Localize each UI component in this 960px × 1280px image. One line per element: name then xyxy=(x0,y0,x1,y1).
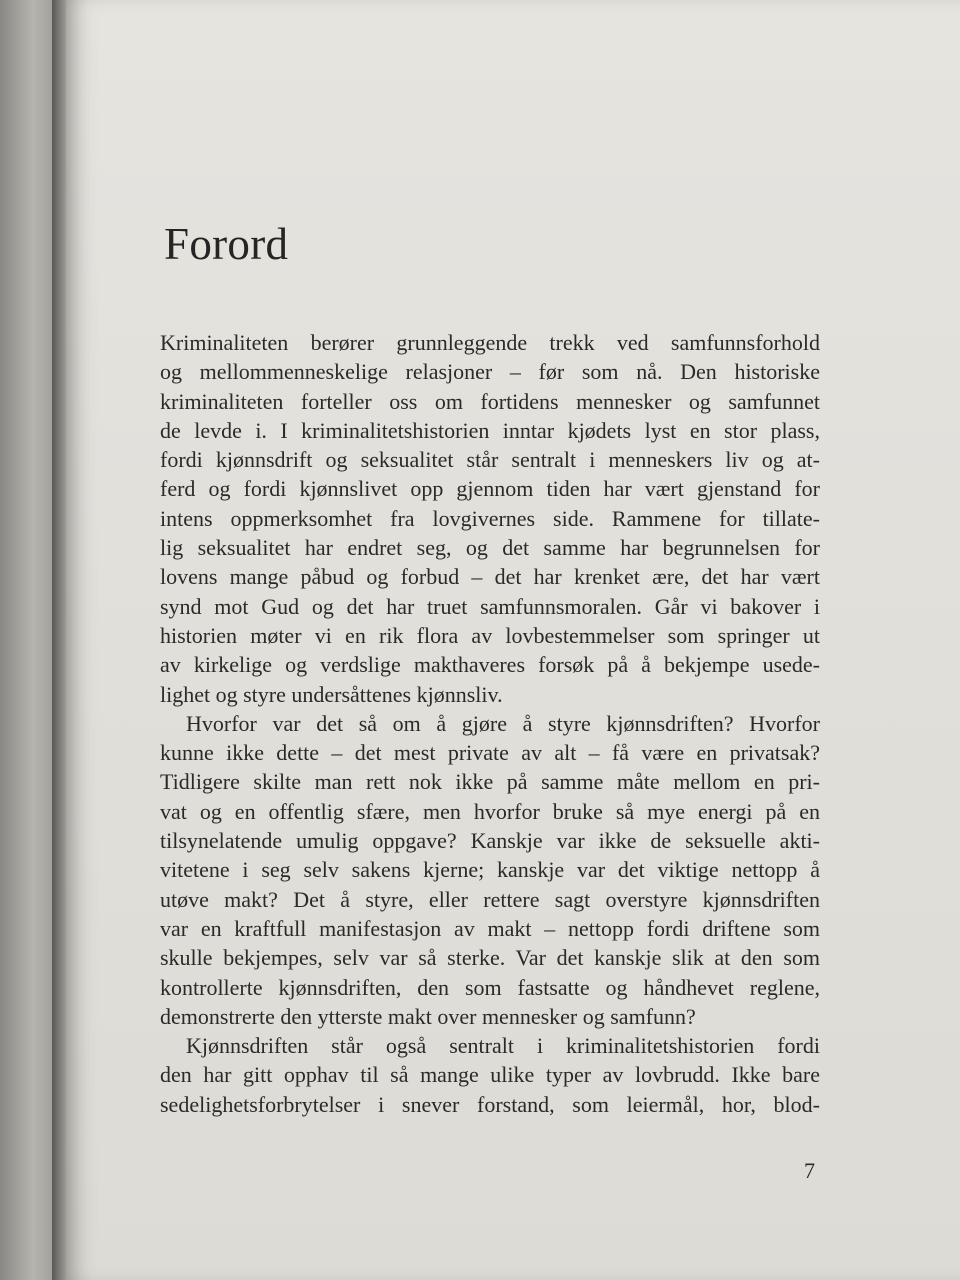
paragraph-3 xyxy=(160,1031,820,1119)
text-line: demonstrerte den ytterste makt over mennesker og samfunn? xyxy=(160,1003,696,1029)
text-line: kontrollerte kjønnsdriften, den som fastsatte og håndhevet reglene, xyxy=(160,974,820,1000)
text-line: av kirkelige og verdslige makthaveres forsøk på å bekjempe usede- xyxy=(160,652,820,678)
text-line: var en kraftfull manifestasjon av makt – nettopp fordi driftene som xyxy=(160,915,820,941)
text-line: vat og en offentlig sfære, men hvorfor bruke så mye energi på en xyxy=(160,798,820,824)
text-line: ferd og fordi kjønnslivet opp gjennom tiden har vært gjenstand for xyxy=(160,476,820,502)
text-line: lighet og styre undersåttenes kjønnsliv. xyxy=(160,681,503,707)
previous-page-edge xyxy=(0,0,60,1280)
text-line: lovens mange påbud og forbud – det har krenket ære, det har vært xyxy=(160,564,820,590)
text-line: skulle bekjempes, selv var så sterke. Var det kanskje slik at den som xyxy=(160,945,820,971)
text-line: Kjønnsdriften står også sentralt i kriminalitetshistorien fordi xyxy=(186,1033,820,1059)
text-line: tilsynelatende umulig oppgave? Kanskje var ikke de seksuelle akti- xyxy=(160,828,820,854)
body-text xyxy=(160,328,820,1119)
page-number: 7 xyxy=(804,1158,815,1183)
text-line: vitetene i seg selv sakens kjerne; kanskje var det viktige nettopp å xyxy=(160,857,820,883)
text-line: kriminaliteten forteller oss om fortidens mennesker og samfunnet xyxy=(160,388,820,414)
text-line: fordi kjønnsdrift og seksualitet står sentralt i menneskers liv og at- xyxy=(160,447,820,473)
text-line: Tidligere skilte man rett nok ikke på samme måte mellom en pri- xyxy=(160,769,820,795)
text-line: Hvorfor var det så om å gjøre å styre kjønnsdriften? Hvorfor xyxy=(186,710,820,736)
text-line: lig seksualitet har endret seg, og det samme har begrunnelsen for xyxy=(160,535,820,561)
text-line: historien møter vi en rik flora av lovbestemmelser som springer ut xyxy=(160,622,820,648)
chapter-title: Forord xyxy=(164,219,289,269)
paragraph-2 xyxy=(160,709,820,1031)
text-line: utøve makt? Det å styre, eller rettere sagt overstyre kjønnsdriften xyxy=(160,886,820,912)
paragraph-1 xyxy=(160,328,820,709)
text-line: og mellommenneskelige relasjoner – før som nå. Den historiske xyxy=(160,359,820,385)
text-line: kunne ikke dette – det mest private av alt – få være en privatsak? xyxy=(160,740,820,766)
text-line: Kriminaliteten berører grunnleggende trekk ved samfunnsforhold xyxy=(160,330,820,355)
text-line: synd mot Gud og det har truet samfunnsmoralen. Går vi bakover i xyxy=(160,593,820,619)
text-line: den har gitt opphav til så mange ulike typer av lovbrudd. Ikke bare xyxy=(160,1062,820,1088)
text-line: intens oppmerksomhet fra lovgivernes side. Rammene for tillate- xyxy=(160,505,820,531)
text-line: sedelighetsforbrytelser i snever forstand, som leiermål, hor, blod- xyxy=(160,1091,820,1117)
text-line: de levde i. I kriminalitetshistorien inntar kjødets lyst en stor plass, xyxy=(160,417,820,443)
